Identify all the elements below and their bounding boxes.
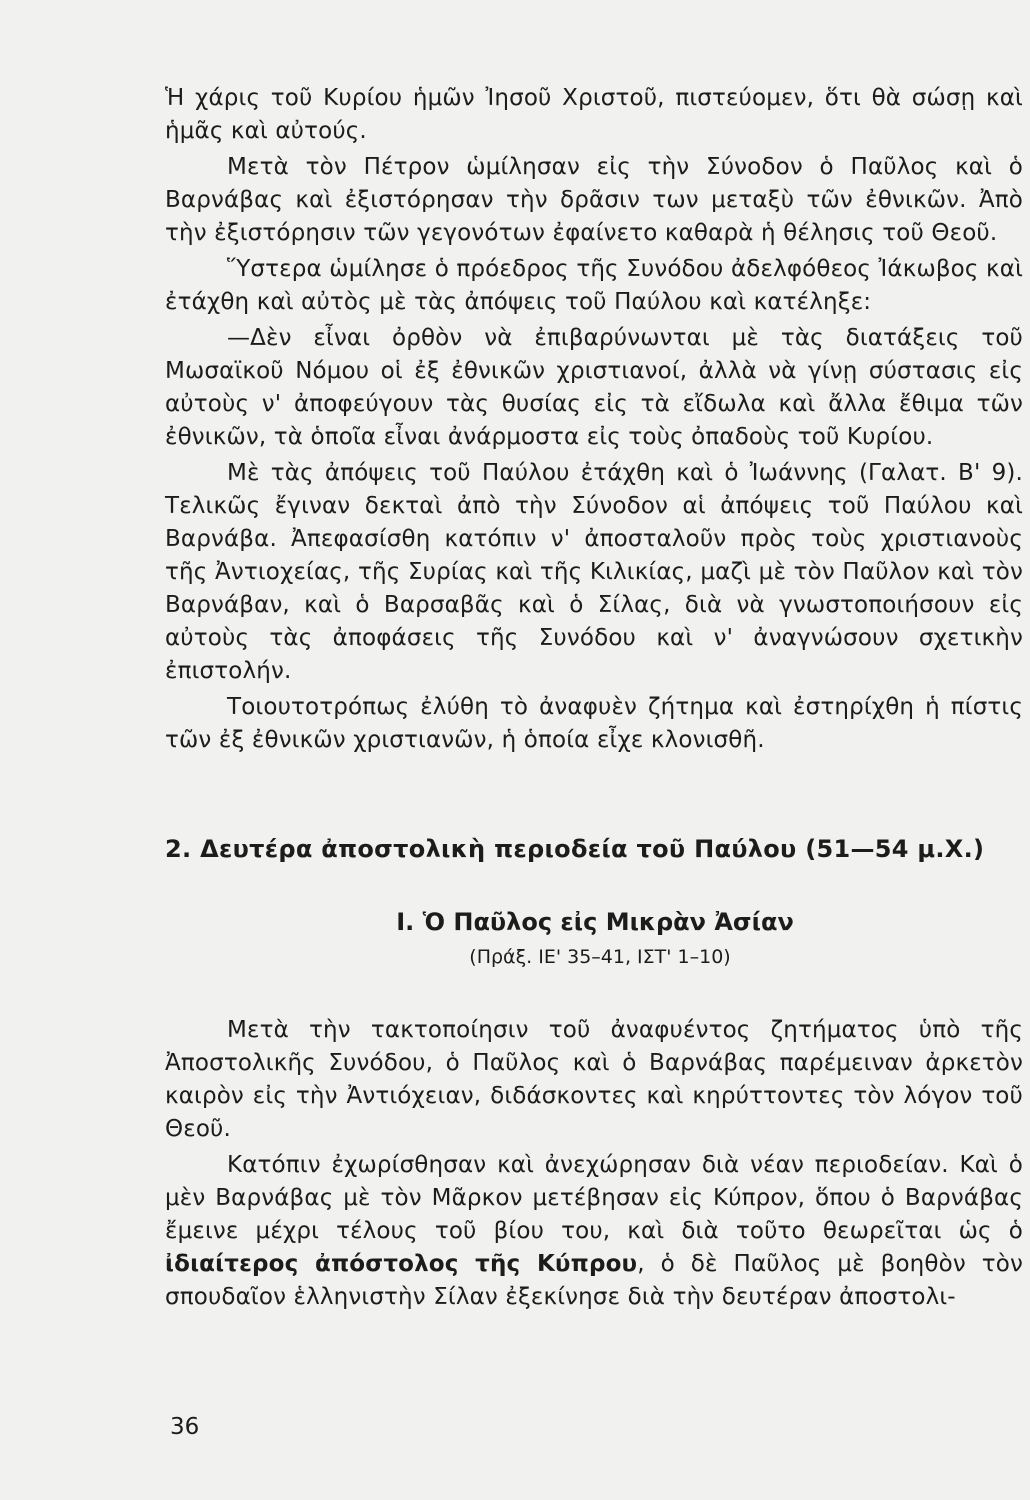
top-text-block [165, 82, 1023, 757]
paragraph-8-emphasis: ἰδιαίτερος ἀπόστολος τῆς Κύπρου [165, 1251, 638, 1277]
paragraph-6: Τοιουτοτρόπως ἐλύθη τὸ ἀναφυὲν ζήτημα καὶ ἐστηρίχθη ἡ πίστις τῶν ἐξ ἐθνικῶν χριστιανῶν, ἡ ὁποία εἶχε κλονισθῆ. [165, 694, 1023, 753]
section-heading: 2. Δευτέρα ἀποστολικὴ περιοδεία τοῦ Παύλου (51—54 μ.Χ.) [165, 835, 985, 863]
bottom-text-block [165, 1014, 1023, 1314]
paragraph-8-start: Κατόπιν ἐχωρίσθησαν καὶ ἀνεχώρησαν διὰ νέαν περιοδείαν. Καὶ ὁ μὲν Βαρνάβας μὲ τὸν Μᾶρκον μετέβησαν εἰς Κύπρον, ὅπου ὁ Βαρνάβας ἔμεινε μέχρι τέλους τοῦ βίου του, καὶ διὰ τοῦτο θεωρεῖται ὡς ὁ [165, 1152, 1023, 1244]
paragraph-1: Ἡ χάρις τοῦ Κυρίου ἡμῶν Ἰησοῦ Χριστοῦ, πιστεύομεν, ὅτι θὰ σώσῃ καὶ ἡμᾶς καὶ αὐτούς. [165, 85, 1023, 144]
paragraph-2: Μετὰ τὸν Πέτρον ὡμίλησαν εἰς τὴν Σύνοδον ὁ Παῦλος καὶ ὁ Βαρνάβας καὶ ἐξιστόρησαν τὴν δρᾶσιν των μεταξὺ τῶν ἐθνικῶν. Ἀπὸ τὴν ἐξιστόρησιν τῶν γεγονότων ἐφαίνετο καθαρὰ ἡ θέλησις τοῦ Θεοῦ. [165, 154, 1023, 246]
paragraph-5: Μὲ τὰς ἀπόψεις τοῦ Παύλου ἐτάχθη καὶ ὁ Ἰωάννης (Γαλατ. Β' 9). Τελικῶς ἔγιναν δεκταὶ ἀπὸ τὴν Σύνοδον αἱ ἀπόψεις τοῦ Παύλου καὶ Βαρνάβα. Ἀπεφασίσθη κατόπιν ν' ἀποσταλοῦν πρὸς τοὺς χριστιανοὺς τῆς Ἀντιοχείας, τῆς Συρίας καὶ τῆς Κιλικίας, μαζὶ μὲ τὸν Παῦλον καὶ τὸν Βαρνάβαν, καὶ ὁ Βαρσαβᾶς καὶ ὁ Σίλας, διὰ νὰ γνωστοποιήσουν εἰς αὐτοὺς τὰς ἀποφάσεις τῆς Συνόδου καὶ ν' ἀναγνώσουν σχετικὴν ἐπιστολήν. [165, 460, 1023, 684]
subsection-reference: (Πράξ. ΙΕ' 35–41, ΙΣΤ' 1–10) [469, 946, 731, 968]
paragraph-3: Ὕστερα ὡμίλησε ὁ πρόεδρος τῆς Συνόδου ἀδελφόθεος Ἰάκωβος καὶ ἐτάχθη καὶ αὐτὸς μὲ τὰς ἀπόψεις τοῦ Παύλου καὶ κατέληξε: [165, 256, 1023, 315]
paragraph-7: Μετὰ τὴν τακτοποίησιν τοῦ ἀναφυέντος ζητήματος ὑπὸ τῆς Ἀποστολικῆς Συνόδου, ὁ Παῦλος καὶ ὁ Βαρνάβας παρέμειναν ἀρκετὸν καιρὸν εἰς τὴν Ἀντιόχειαν, διδάσκοντες καὶ κηρύττοντες τὸν λόγον τοῦ Θεοῦ. [165, 1017, 1023, 1142]
subsection-heading: Ι. Ὁ Παῦλος εἰς Μικρὰν Ἀσίαν [396, 908, 794, 936]
paragraph-8-end: , ὁ δὲ Παῦλος μὲ βοηθὸν τὸν σπουδαῖον ἑλληνιστὴν Σίλαν ἐξεκίνησε διὰ τὴν δευτέραν ἀποστολι- [165, 1251, 1023, 1310]
page-number: 36 [170, 1414, 200, 1440]
paragraph-8 [165, 1149, 1023, 1314]
paragraph-4-quote: —Δὲν εἶναι ὀρθὸν νὰ ἐπιβαρύνωνται μὲ τὰς διατάξεις τοῦ Μωσαϊκοῦ Νόμου οἱ ἐξ ἐθνικῶν χριστιανοί, ἀλλὰ νὰ γίνῃ σύστασις εἰς αὐτοὺς ν' ἀποφεύγουν τὰς θυσίας εἰς τὰ εἴδωλα καὶ ἄλλα ἔθιμα τῶν ἐθνικῶν, τὰ ὁποῖα εἶναι ἀνάρμοστα εἰς τοὺς ὀπαδοὺς τοῦ Κυρίου. [165, 325, 1023, 450]
